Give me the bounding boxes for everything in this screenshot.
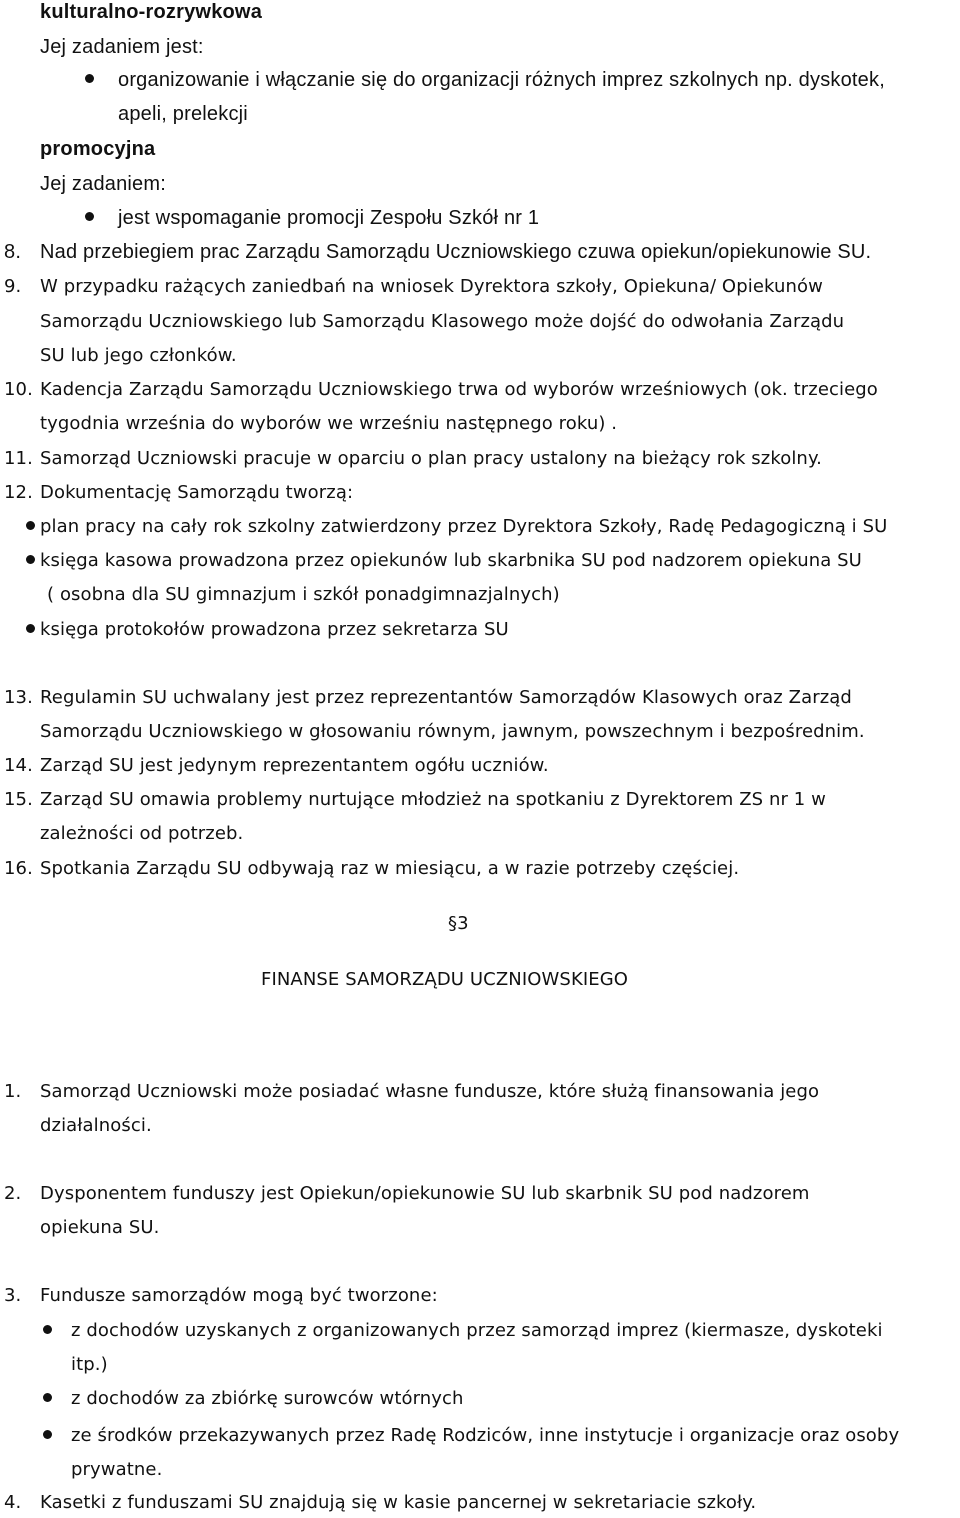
point-number: 10. (4, 379, 33, 400)
point-number: 3. (4, 1285, 22, 1306)
point-number: 12. (4, 482, 33, 503)
point-number: 11. (4, 448, 33, 469)
point-text: Samorząd Uczniowski pracuje w oparciu o plan pracy ustalony na bieżący rok szkolny. (40, 448, 822, 469)
intro-text: Jej zadaniem jest: (40, 36, 204, 58)
bullet-icon (26, 555, 35, 564)
bullet-icon (43, 1325, 52, 1334)
point-text: Samorząd Uczniowski może posiadać własne fundusze, które służą finansowania jego (40, 1081, 820, 1102)
bullet-text-cont: apeli, prelekcji (118, 103, 248, 125)
point-number: 2. (4, 1183, 22, 1204)
point-text-cont: opiekuna SU. (40, 1217, 160, 1238)
paragraph-mark: §3 (448, 913, 469, 934)
point-text: Dysponentem funduszy jest Opiekun/opiekunowie SU lub skarbnik SU pod nadzorem (40, 1183, 810, 1204)
point-text: Spotkania Zarządu SU odbywają raz w miesiącu, a w razie potrzeby częściej. (40, 858, 740, 879)
point-text: Zarząd SU omawia problemy nurtujące młodzież na spotkaniu z Dyrektorem ZS nr 1 w (40, 789, 827, 810)
section-heading-kulturalna: kulturalno-rozrywkowa (40, 1, 263, 23)
point-number: 1. (4, 1081, 22, 1102)
point-text: Regulamin SU uchwalany jest przez reprezentantów Samorządów Klasowych oraz Zarząd (40, 687, 852, 708)
point-text-cont: tygodnia września do wyborów we wrześniu następnego roku) . (40, 413, 618, 434)
bullet-text: jest wspomaganie promocji Zespołu Szkół nr 1 (118, 207, 540, 229)
point-number: 4. (4, 1492, 22, 1513)
point-text: Kadencja Zarządu Samorządu Uczniowskiego trwa od wyborów wrześniowych (ok. trzeciego (40, 379, 878, 400)
bullet-icon (43, 1430, 52, 1439)
point-text: Kasetki z funduszami SU znajdują się w kasie pancernej w sekretariacie szkoły. (40, 1492, 757, 1513)
intro-text: Jej zadaniem: (40, 173, 166, 195)
bullet-icon (43, 1393, 52, 1402)
point-text-cont: Samorządu Uczniowskiego lub Samorządu Klasowego może dojść do odwołania Zarządu (40, 311, 845, 332)
bullet-icon (26, 521, 35, 530)
bullet-text: z dochodów za zbiórkę surowców wtórnych (71, 1388, 464, 1409)
bullet-text: organizowanie i włączanie się do organizacji różnych imprez szkolnych np. dyskotek, (118, 69, 885, 91)
point-number: 14. (4, 755, 33, 776)
bullet-text: z dochodów uzyskanych z organizowanych przez samorząd imprez (kiermasze, dyskoteki (71, 1320, 883, 1341)
bullet-text: plan pracy na cały rok szkolny zatwierdzony przez Dyrektora Szkoły, Radę Pedagogiczną i SU (40, 516, 888, 537)
point-number: 9. (4, 276, 22, 297)
point-number: 15. (4, 789, 33, 810)
point-text-cont: Samorządu Uczniowskiego w głosowaniu równym, jawnym, powszechnym i bezpośrednim. (40, 721, 865, 742)
section-heading-promocyjna: promocyjna (40, 138, 156, 160)
point-text: Fundusze samorządów mogą być tworzone: (40, 1285, 438, 1306)
bullet-text-cont: itp.) (71, 1354, 108, 1375)
point-text-cont: zależności od potrzeb. (40, 823, 244, 844)
point-text-cont: działalności. (40, 1115, 152, 1136)
bullet-text: ze środków przekazywanych przez Radę Rodziców, inne instytucje i organizacje oraz osoby (71, 1425, 900, 1446)
bullet-icon (85, 212, 94, 221)
point-number: 8. (4, 241, 22, 263)
point-text: Nad przebiegiem prac Zarządu Samorządu Uczniowskiego czuwa opiekun/opiekunowie SU. (40, 241, 872, 263)
section-title: FINANSE SAMORZĄDU UCZNIOWSKIEGO (261, 969, 629, 990)
bullet-text-cont: prywatne. (71, 1459, 163, 1480)
point-text: Dokumentację Samorządu tworzą: (40, 482, 354, 503)
point-number: 13. (4, 687, 33, 708)
bullet-text-cont: ( osobna dla SU gimnazjum i szkół ponadgimnazjalnych) (47, 584, 560, 605)
point-text-cont: SU lub jego członków. (40, 345, 237, 366)
bullet-icon (85, 74, 94, 83)
point-number: 16. (4, 858, 33, 879)
point-text: Zarząd SU jest jedynym reprezentantem ogółu uczniów. (40, 755, 549, 776)
bullet-text: księga kasowa prowadzona przez opiekunów lub skarbnika SU pod nadzorem opiekuna SU (40, 550, 862, 571)
bullet-icon (26, 624, 35, 633)
bullet-text: księga protokołów prowadzona przez sekretarza SU (40, 619, 509, 640)
point-text: W przypadku rażących zaniedbań na wniosek Dyrektora szkoły, Opiekuna/ Opiekunów (40, 276, 823, 297)
